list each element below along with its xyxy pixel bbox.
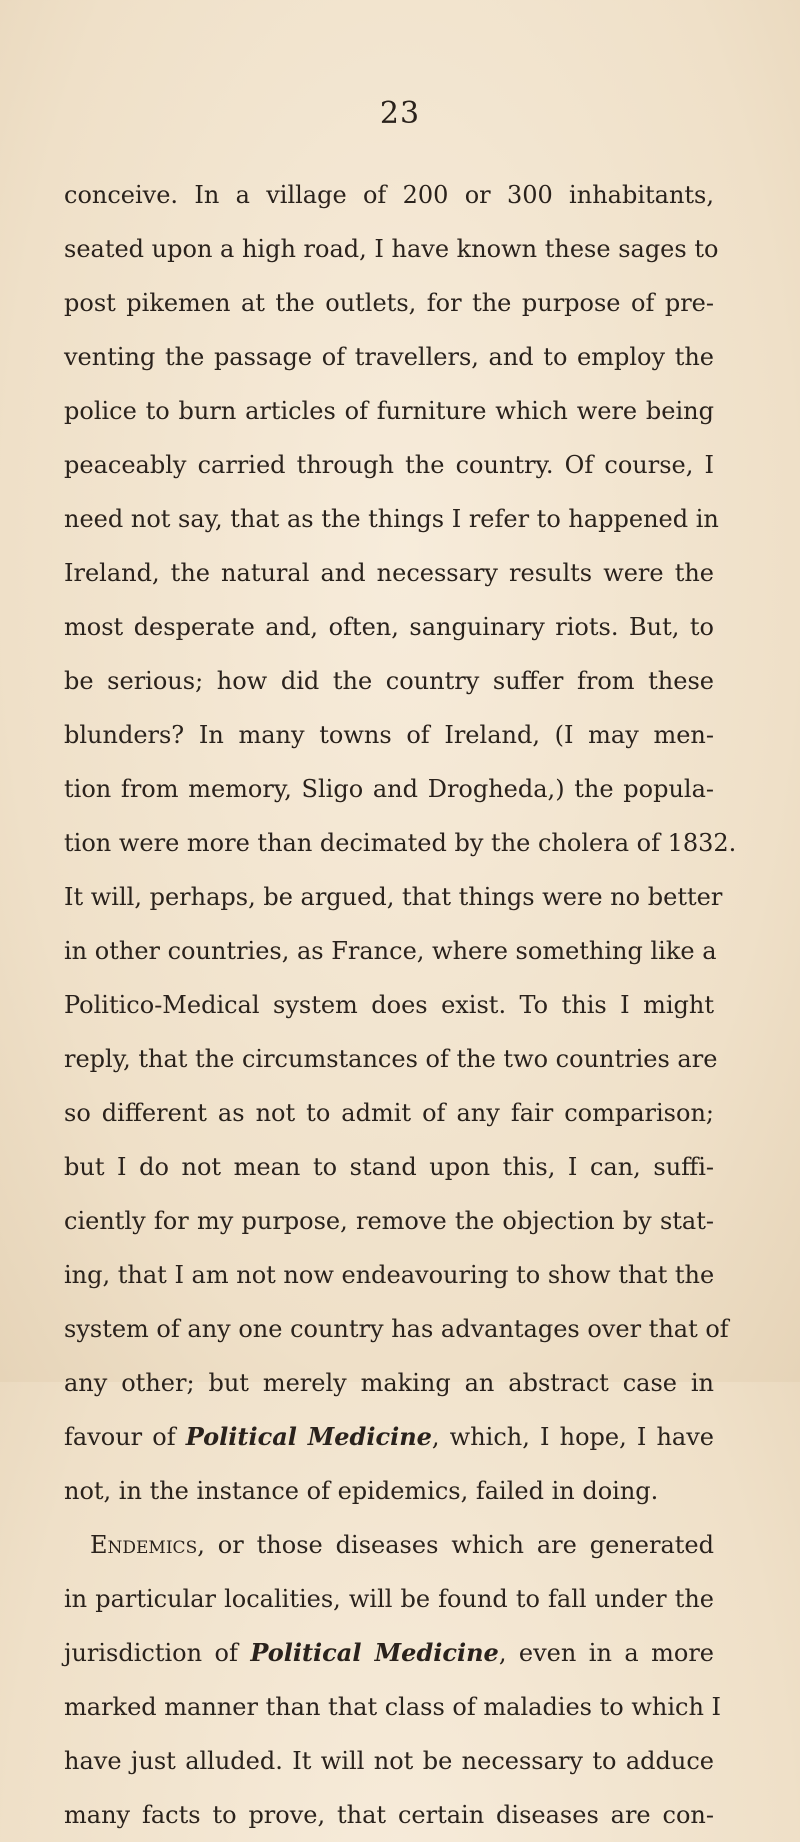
text-line: any other; but merely making an abstract case in <box>64 1369 714 1397</box>
text-line: It will, perhaps, be argued, that things were no better <box>64 883 723 911</box>
text-line: tion from memory, Sligo and Drogheda,) the popula- <box>64 775 714 803</box>
text-line: blunders? In many towns of Ireland, (I may men- <box>64 721 714 749</box>
text-line: seated upon a high road, I have known these sages to <box>64 235 719 263</box>
text-line: reply, that the circumstances of the two countries are <box>64 1045 718 1073</box>
text-line: marked manner than that class of maladies to which I <box>64 1693 722 1721</box>
text-line: be serious; how did the country suffer from these <box>64 667 714 695</box>
text-line: most desperate and, often, sanguinary riots. But, to <box>64 613 714 641</box>
text-line: police to burn articles of furniture which were being <box>64 397 714 425</box>
text-run: , which, I hope, I have <box>431 1423 714 1451</box>
text-run: jurisdiction of <box>64 1639 251 1667</box>
italic-phrase: Political Medicine <box>185 1422 432 1451</box>
text-line: conceive. In a village of 200 or 300 inhabitants, <box>64 181 714 209</box>
text-line: have just alluded. It will not be necessary to adduce <box>64 1747 714 1775</box>
text-line: peaceably carried through the country. Of course, I <box>64 451 714 479</box>
italic-phrase: Political Medicine <box>250 1638 499 1667</box>
text-line: in other countries, as France, where something like a <box>64 937 717 965</box>
text-line: Ireland, the natural and necessary results were the <box>64 559 714 587</box>
text-line: post pikemen at the outlets, for the purpose of pre- <box>64 289 714 317</box>
text-line <box>64 1626 714 1680</box>
text-line: venting the passage of travellers, and to employ the <box>64 343 714 371</box>
text-line: tion were more than decimated by the cholera of 1832. <box>64 829 737 857</box>
text-run: favour of <box>64 1423 186 1451</box>
text-line: ciently for my purpose, remove the objection by stat- <box>64 1207 714 1235</box>
text-line: in particular localities, will be found to fall under the <box>64 1585 714 1613</box>
text-run: , even in a more <box>498 1639 714 1667</box>
body-text <box>64 168 737 1842</box>
smallcaps-term: Endemics <box>90 1531 198 1559</box>
text-run: , or those diseases which are generated <box>197 1531 714 1559</box>
page-number: 23 <box>379 96 421 131</box>
text-line: system of any one country has advantages over that of <box>64 1315 729 1343</box>
text-line: not, in the instance of epidemics, failed in doing. <box>64 1477 659 1505</box>
text-line: but I do not mean to stand upon this, I can, suffi- <box>64 1153 714 1181</box>
text-line: many facts to prove, that certain diseases are con- <box>64 1801 714 1829</box>
text-line <box>64 1410 714 1464</box>
text-line <box>64 1518 714 1572</box>
text-line: need not say, that as the things I refer to happened in <box>64 505 719 533</box>
text-line: so different as not to admit of any fair comparison; <box>64 1099 714 1127</box>
text-line: ing, that I am not now endeavouring to show that the <box>64 1261 715 1289</box>
text-line: Politico-Medical system does exist. To this I might <box>64 991 714 1019</box>
